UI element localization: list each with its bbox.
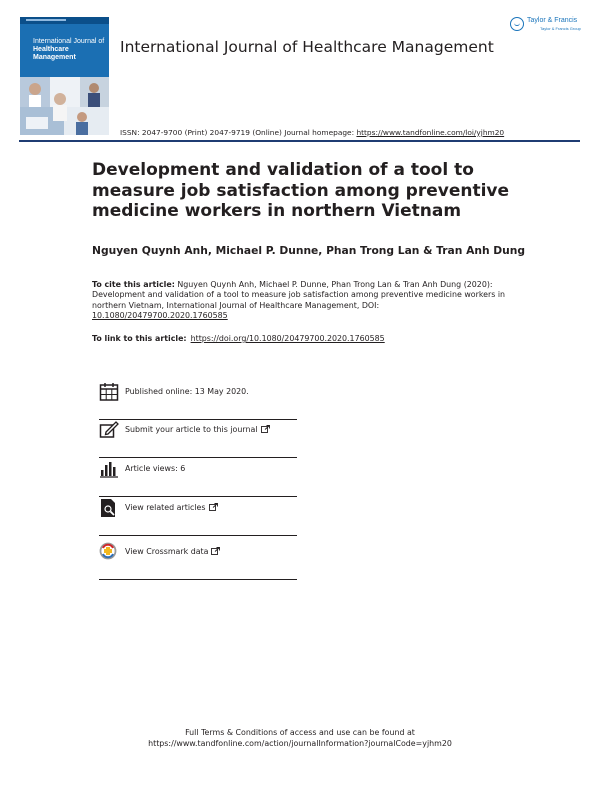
article-views-row bbox=[99, 459, 297, 497]
article-title: Development and validation of a tool to measure job satisfaction among preventive medicine workers in northern Vietnam bbox=[92, 160, 510, 221]
related-articles-row[interactable] bbox=[99, 498, 297, 536]
crossmark-icon bbox=[99, 542, 119, 562]
journal-title: International Journal of Healthcare Management bbox=[120, 38, 494, 56]
publisher-logo bbox=[510, 16, 590, 36]
publisher-logo-icon bbox=[510, 17, 524, 31]
related-articles-link[interactable] bbox=[125, 503, 218, 512]
bar-chart-icon bbox=[99, 459, 119, 479]
citation-block bbox=[92, 280, 512, 322]
article-link-line bbox=[92, 334, 385, 343]
cover-title-line1: International Journal of bbox=[33, 38, 105, 45]
citation-label: To cite this article: bbox=[92, 280, 175, 289]
article-views-text: Article views: 6 bbox=[125, 464, 186, 473]
submit-article-label: Submit your article to this journal bbox=[125, 425, 258, 434]
journal-cover-image bbox=[20, 17, 109, 135]
cover-photo-collage bbox=[20, 77, 109, 135]
terms-footer bbox=[0, 727, 600, 749]
crossmark-row[interactable] bbox=[99, 542, 297, 580]
cover-title-line2: Healthcare Management bbox=[33, 46, 76, 61]
submit-article-link[interactable] bbox=[125, 425, 270, 434]
external-link-icon bbox=[211, 547, 220, 555]
edit-icon bbox=[99, 420, 119, 440]
external-link-icon bbox=[261, 425, 270, 433]
citation-doi[interactable]: 10.1080/20479700.2020.1760585 bbox=[92, 311, 228, 321]
crossmark-link[interactable] bbox=[125, 547, 220, 556]
related-articles-label: View related articles bbox=[125, 503, 206, 512]
calendar-icon bbox=[99, 382, 119, 402]
published-online-text: Published online: 13 May 2020. bbox=[125, 387, 249, 396]
publisher-tagline: Taylor & Francis Group bbox=[540, 26, 581, 31]
article-authors: Nguyen Quynh Anh, Michael P. Dunne, Phan Trong Lan & Tran Anh Dung bbox=[92, 244, 526, 257]
citation-text: Nguyen Quynh Anh, Michael P. Dunne, Phan Trong Lan & Tran Anh Dung (2020): Development and validation of a tool to measure job satisfaction among preventive medicine workers in northern Vietnam, International Journal of Healthcare Management, DOI: bbox=[92, 280, 506, 310]
publisher-name: Taylor & Francis bbox=[527, 17, 578, 24]
submit-article-row[interactable] bbox=[99, 420, 297, 458]
journal-homepage-link[interactable]: https://www.tandfonline.com/loi/yjhm20 bbox=[356, 128, 505, 137]
issn-line bbox=[120, 128, 504, 137]
published-online-row bbox=[99, 382, 297, 420]
footer-line-1: Full Terms & Conditions of access and use can be found at bbox=[185, 728, 415, 737]
external-link-icon bbox=[209, 503, 218, 511]
issn-text: ISSN: 2047-9700 (Print) 2047-9719 (Online) Journal homepage: bbox=[120, 128, 357, 137]
cover-title bbox=[33, 38, 107, 62]
header-divider bbox=[19, 140, 580, 142]
cover-header-strip bbox=[20, 17, 109, 24]
search-document-icon bbox=[99, 498, 119, 518]
article-link-label: To link to this article: bbox=[92, 334, 187, 343]
crossmark-label: View Crossmark data bbox=[125, 547, 209, 556]
footer-terms-url[interactable]: https://www.tandfonline.com/action/journalInformation?journalCode=yjhm20 bbox=[148, 739, 452, 748]
article-doi-link[interactable]: https://doi.org/10.1080/20479700.2020.1760585 bbox=[190, 334, 385, 343]
